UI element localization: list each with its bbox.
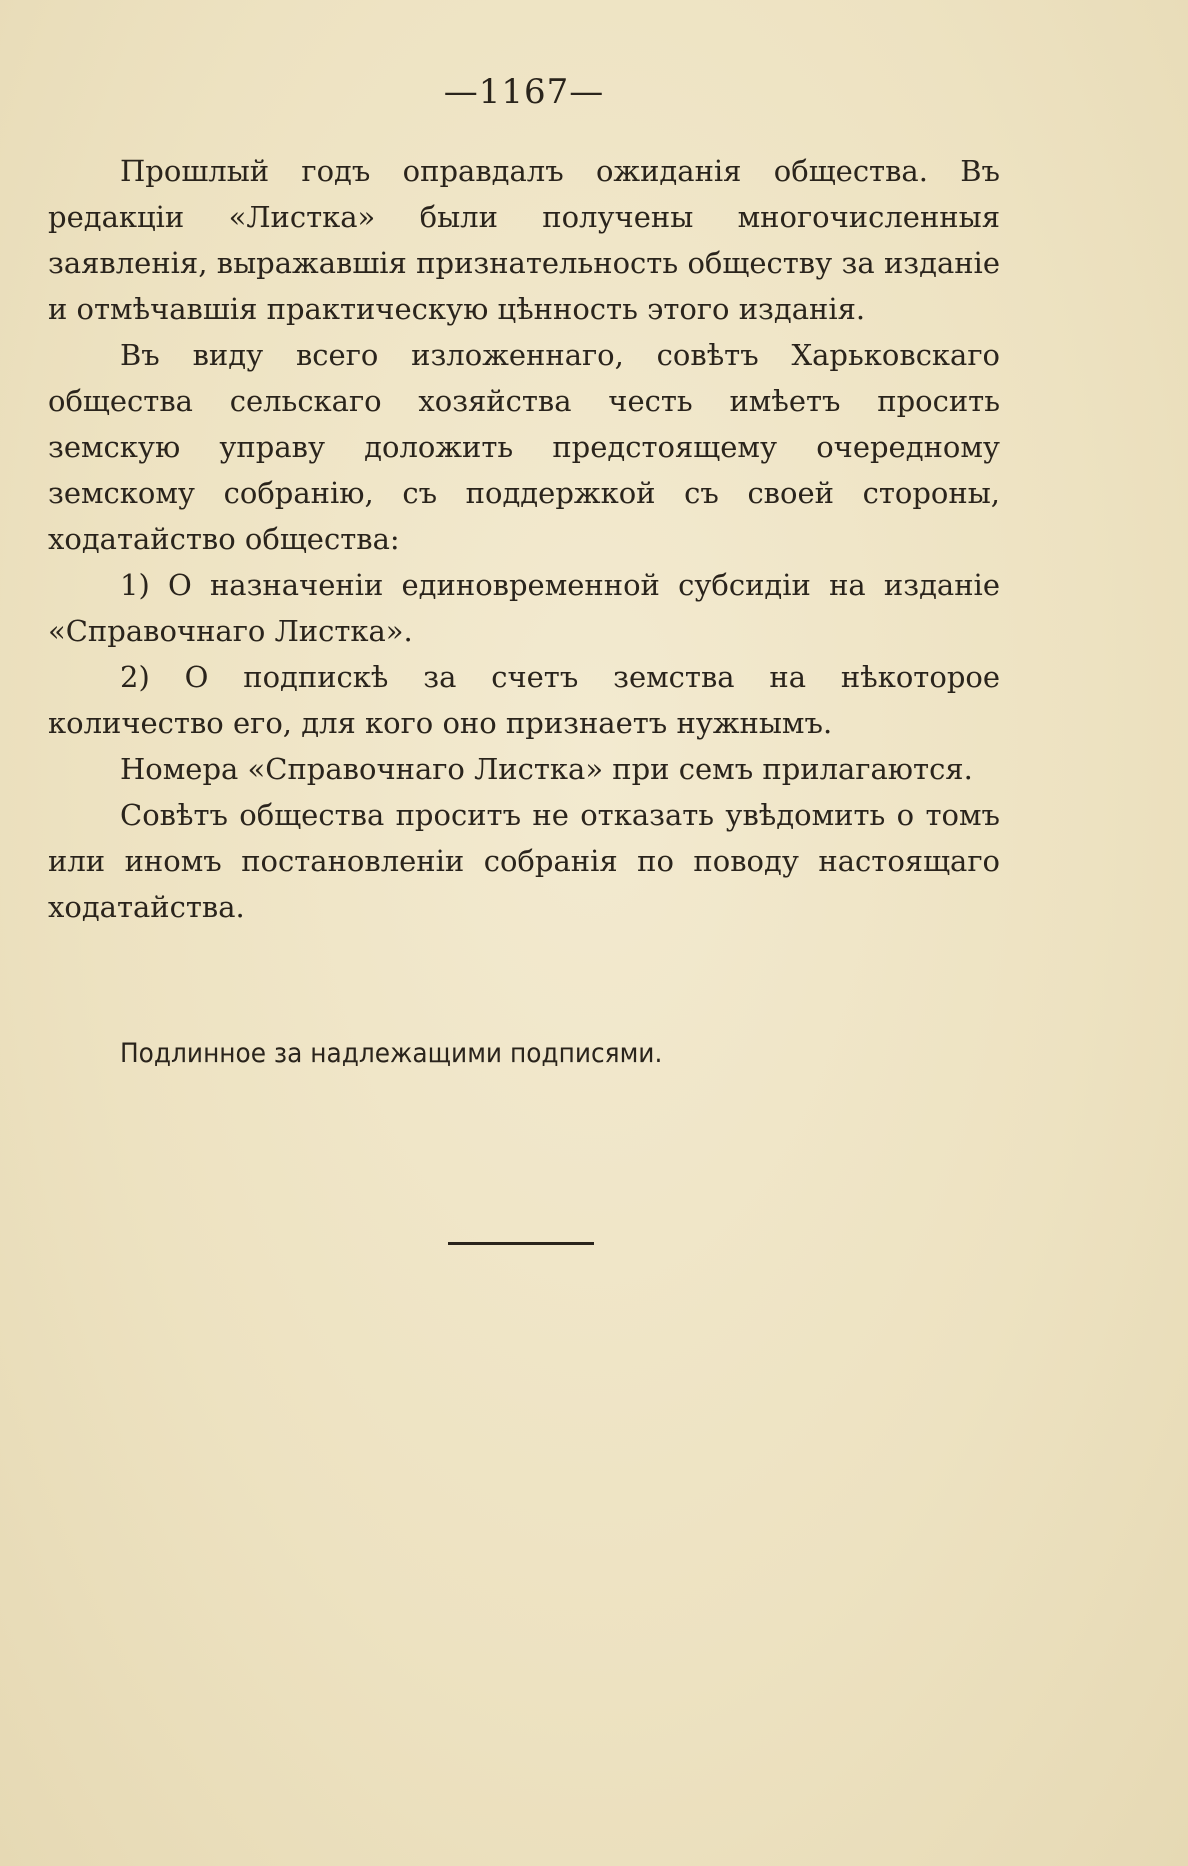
petition-item-2: 2) О подпискѣ за счетъ земства на нѣкоторое количество его, для кого оно признаетъ нужнымъ.: [48, 660, 1000, 740]
closing-rule: [448, 1242, 594, 1245]
signature-note: Подлинное за надлежащими подписями.: [120, 1038, 663, 1069]
paragraph-petition-intro: Въ виду всего изложеннаго, совѣтъ Харьковскаго общества сельскаго хозяйства честь имѣетъ просить земскую управу доложить предстоящему очередному земскому собранію, съ поддержкой съ своей стороны, ходатайство общества:: [48, 338, 1000, 556]
paragraph-attachments: Номера «Справочнаго Листка» при семъ прилагаются.: [120, 752, 973, 786]
paragraph-notification-request: Совѣтъ общества проситъ не отказать увѣдомить о томъ или иномъ постановленіи собранія по поводу настоящаго ходатайства.: [48, 798, 1000, 924]
petition-item-1: 1) О назначеніи единовременной субсидіи на изданіе «Справочнаго Листка».: [48, 568, 1000, 648]
paragraph-reviews: Прошлый годъ оправдалъ ожиданія общества. Въ редакціи «Листка» были получены многочисленныя заявленія, выражавшія признательность обществу за изданіе и отмѣчавшія практическую цѣнность этого изданія.: [48, 154, 1000, 326]
page-number: —1167—: [443, 72, 605, 112]
document-body: [48, 148, 1000, 930]
